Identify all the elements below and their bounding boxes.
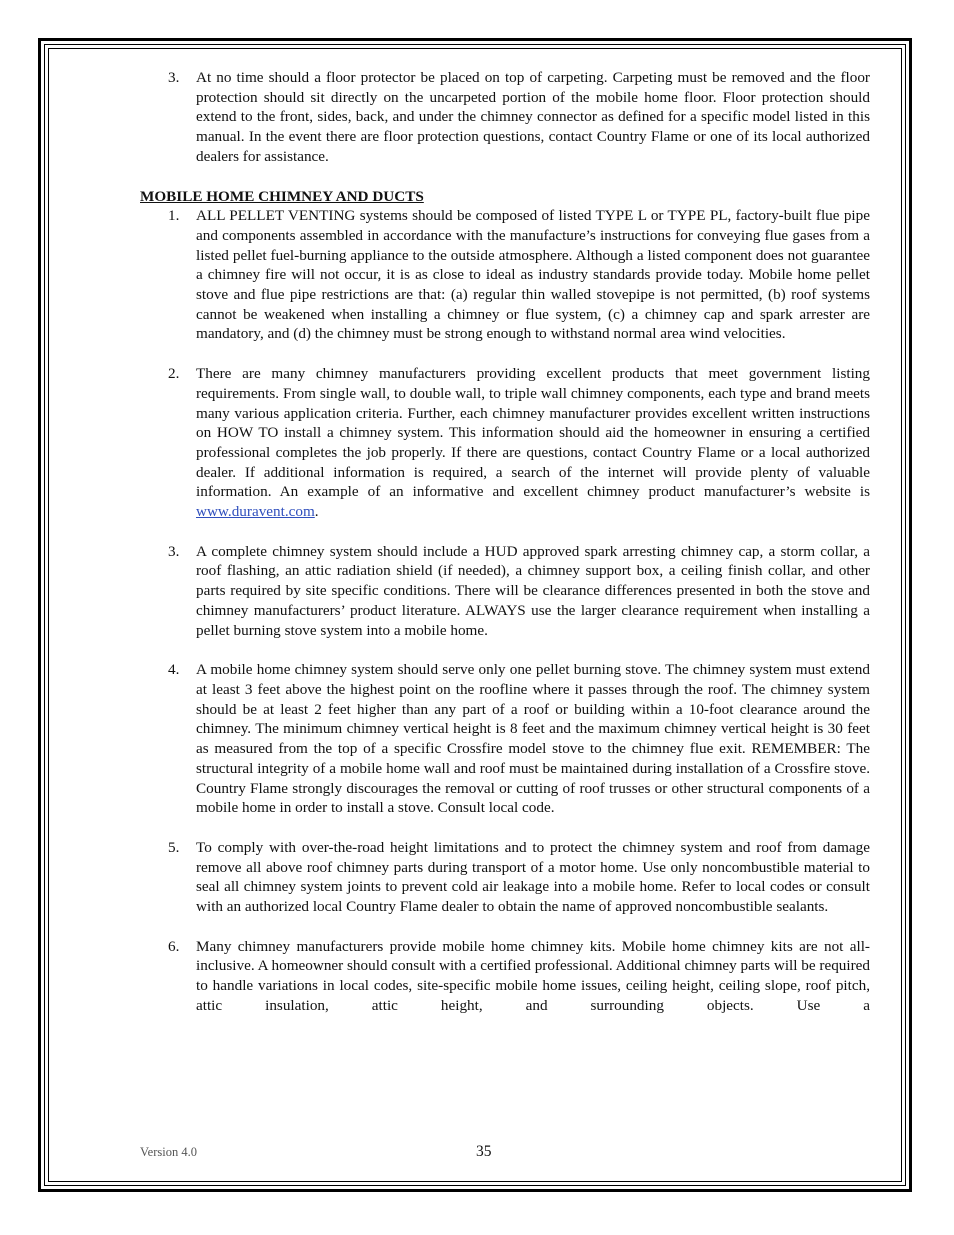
page-number: 35 [476,1143,492,1160]
list-number: 6. [168,937,180,955]
list-text: Many chimney manufacturers provide mobile home chimney kits. Mobile home chimney kits are not all-inclusive. A homeowner should consult with a certified professional. Additional chimney parts will be required to handle variations in local codes, site-specific mobile home issues, ceiling height, ceiling slope, roof pitch, attic insulation, attic height, and surrounding objects. Use a [196,937,871,1014]
list-text: A mobile home chimney system should serve only one pellet burning stove. The chimney system must extend at least 3 feet above the highest point on the roofline where it passes through the roof. The chimney system should be at least 2 feet higher than any part of a roof or building within a 10-foot clearance around the chimney. The minimum chimney vertical height is 8 feet and the maximum chimney vertical height is 30 feet as measured from the top of a specific Crossfire model stove to the chimney flue exit. REMEMBER: The structural integrity of a mobile home wall and roof must be maintained during installation of a Crossfire stove. Country Flame strongly discourages the removal or cutting of roof trusses or other structural components of a mobile home in order to install a stove. Consult local code. [196,661,870,817]
list-text: ALL PELLET VENTING systems should be composed of listed TYPE L or TYPE PL, factory-built flue pipe and components assembled in accordance with the manufacture’s instructions for conveying flue gases from a listed pellet fuel-burning appliance to the outside atmosphere. Although a listed component does not guarantee a chimney fire will not occur, it is as close to ideal as industry standards provide today. Mobile home pellet stove and flue pipe restrictions are that: (a) regular thin walled stovepipe is not permitted, (b) roof systems cannot be weakened when installing a chimney or flue system, (c) a chimney cap and spark arrester are mandatory, and (d) the chimney must be strong enough to withstand normal area wind velocities. [196,207,870,343]
list-text: There are many chimney manufacturers providing excellent products that meet government listing requirements. From single wall, to double wall, to triple wall chimney components, each type and brand meets many various application criteria. Further, each chimney manufacturer provides excellent written instructions on HOW TO install a chimney system. This information should aid the homeowner in ensuring a certified professional completes the job properly. If there are questions, contact Country Flame or a local authorized dealer. If additional information is required, a search of the internet will provide plenty of valuable information. An example of an informative and excellent chimney product manufacturer’s website is [196,365,870,501]
list-number: 5. [168,838,180,856]
list-text-suffix: . [314,503,319,521]
document-body [140,68,870,1016]
list-text-with-link [196,364,870,522]
list-number: 3. [168,69,180,86]
list-item [140,838,870,917]
list-item [140,364,870,522]
list-item [140,937,870,1016]
list-item [140,542,870,641]
list-number: 1. [168,207,180,225]
section-heading: MOBILE HOME CHIMNEY AND DUCTS [140,187,424,205]
duravent-link[interactable]: www.duravent.com [196,503,315,521]
list-text: To comply with over-the-road height limitations and to protect the chimney system and roof from damage remove all above roof chimney parts during transport of a motor home. Use only noncombustible material to seal all chimney system joints to prevent cold air leakage into a mobile home. Refer to local codes or consult with an authorized local Country Flame dealer to obtain the name of approved noncombustible sealants. [196,838,870,916]
list-item-floor-protector [140,68,870,167]
list-number: 2. [168,365,180,383]
footer-version: Version 4.0 [140,1145,197,1159]
list-item [140,206,870,344]
list-text: A complete chimney system should include a HUD approved spark arresting chimney cap, a storm collar, a roof flashing, an attic radiation shield (if needed), a chimney support box, a ceiling finish collar, and other parts required by site specific conditions. There will be clearance differences presented in both the stove and chimney manufacturers’ product literature. ALWAYS use the larger clearance requirement when installing a pellet burning stove system into a mobile home. [196,542,870,639]
list-number: 4. [168,661,180,679]
list-number: 3. [168,542,180,560]
list-text: At no time should a floor protector be placed on top of carpeting. Carpeting must be removed and the floor protection should sit directly on the uncarpeted portion of the mobile home floor. Floor protection should extend to the front, sides, back, and under the chimney connector as defined for a specific model listed in this manual. In the event there are floor protection questions, contact Country Flame or one of its local authorized dealers for assistance. [196,69,870,165]
list-item [140,660,870,818]
